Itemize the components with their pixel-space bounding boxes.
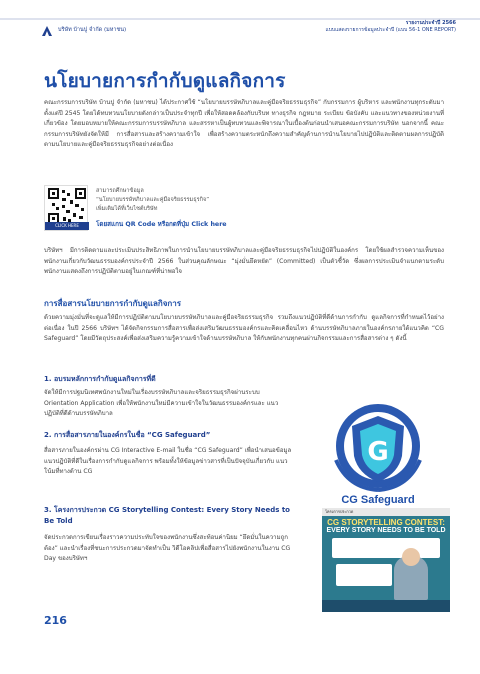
storytelling-poster [322,508,450,612]
report-title-line2: แบบแสดงรายการข้อมูลประจำปี (แบบ 56-1 ONE REPORT) [325,26,456,33]
poster-footer [322,600,450,612]
company-name: บริษัท บ้านปู จำกัด (มหาชน) [58,27,127,33]
banpu-logo-icon [40,24,54,38]
poster-subheadline: EVERY STORY NEEDS TO BE TOLD [326,527,446,534]
cg-safeguard-logo [328,398,428,494]
section-heading-communication: การสื่อสารนโยบายการกำกับดูแลกิจการ [44,299,182,308]
poster-text-box [332,538,440,558]
svg-text:G: G [367,437,389,467]
item1-body: จัดให้มีการปฐมนิเทศพนักงานใหม่ในเรื่องบรรษัทภิบาลและจริยธรรมธุรกิจผ่านระบบ Orientation Application เพื่อให้พนักงานใหม่มีความเข้าใจในวัฒนธรรมองค์กรและ แนวปฏิบัติที่ดีด้านบรรษัทภิบาล [44,389,279,418]
qr-line3: เพิ่มเติมได้ที่เว็บไซต์บริษัท [96,206,158,212]
qr-line1: สามารถศึกษาข้อมูล [96,188,144,194]
report-title [326,20,456,33]
page-header [0,0,480,50]
item3-body: จัดประกวดการเขียนเรื่องราวความประทับใจของพนักงานซึ่งสะท้อนค่านิยม “ยึดมั่นในความถูกต้อง” และนำเรื่องที่ชนะการประกวดมาจัดทำเป็น วิดีโอคลิปเพื่อสื่อสารไปยังพนักงานในงาน CG Day ของบริษัทฯ [44,534,291,563]
intro-paragraph: คณะกรรมการบริษัท บ้านปู จำกัด (มหาชน) ได้ประกาศใช้ “นโยบายบรรษัทภิบาลและคู่มือจริยธรรมธุรกิจ” กับกรรมการ ผู้บริหาร และพนักงานทุกระดับมาตั้งแต่ปี 2545 โดยได้ทบทวนนโยบายดังกล่าวเป็นประจำทุกปี เพื่อให้สอดคล้องกับบริบท ทางธุรกิจ กฎหมาย ระเบียบ ข้อบังคับ และแนวทางของหน่วยงานที่เกี่ยวข้อง โดยมอบหมายให้คณะกรรมการบรรษัทภิบาล และสรรหาเป็นผู้ทบทวนและพิจารณาในเบื้องต้นก่อนนำเสนอคณะกรรมการบริษัท นอกจากนี้ คณะกรรมการบริษัทยังจัดให้มี การสื่อสารและสร้างความเข้าใจ เพื่อสร้างความตระหนักถึงความสำคัญด้านการนำนโยบายไปปฏิบัติและติดตามผลการปฏิบัติ ตามนโยบายและคู่มือจริยธรรมธุรกิจอย่างต่อเนื่อง [44,99,444,149]
report-title-line1: รายงานประจำปี 2566 [405,20,456,26]
evaluation-paragraph: บริษัทฯ มีการติดตามและประเมินประสิทธิภาพในการนำนโยบายบรรษัทภิบาลและคู่มือจริยธรรมธุรกิจไปปฏิบัติในองค์กร โดยใช้ผลสำรวจความเห็นของพนักงานเกี่ยวกับวัฒนธรรมองค์กรประจำปี 2566 ในส่วนคุณลักษณะ “มุ่งมั่นยึดหยัด” (Committed) เป็นตัวชี้วัด ซึ่งผลการประเมินจำแนกตามระดับพนักงานแสดงถึงการปฏิบัติตามอยู่ในเกณฑ์ที่น่าพอใจ [44,247,444,276]
page-number: 216 [44,614,67,627]
qr-link-text[interactable]: โดยสแกน QR Code หรือกดที่ปุ่ม Click here [96,221,227,228]
qr-description [96,187,209,214]
poster-info-box [336,564,392,586]
poster-person-head [402,548,420,566]
poster-headline: CG STORYTELLING CONTEST: [327,518,445,527]
communication-paragraph: ด้วยความมุ่งมั่นที่จะดูแลให้มีการปฏิบัติตามนโยบายบรรษัทภิบาลและคู่มือจริยธรรมธุรกิจ รวมถึงแนวปฏิบัติที่ดีด้านการกำกับ ดูแลกิจการที่กำหนดไว้อย่างต่อเนื่อง ในปี 2566 บริษัทฯ ได้จัดกิจกรรมการสื่อสารเพื่อส่งเสริมวัฒนธรรมองค์กรและคิดเคลื่อนไหว ด้านบรรษัทภิบาลภายในองค์กรภายใต้แนวคิด “CG Safeguard” โดยมีวัตถุประสงค์เพื่อส่งเสริมความรู้ความเข้าใจด้านบรรษัทภิบาล ให้กับพนักงานทุกคนผ่านกิจกรรมและการสื่อสารต่าง ๆ ดังนี้ [44,314,444,343]
poster-top-label: โครงการประกวด [322,508,450,516]
qr-line2: “นโยบายบรรษัทภิบาลและคู่มือจริยธรรมธุรกิจ” [96,197,210,203]
item1-heading: 1. อบรมหลักการกำกับดูแลกิจการที่ดี [44,375,156,383]
click-here-button[interactable]: CLICK HERE [45,222,89,230]
qr-code-icon [48,188,86,224]
qr-code[interactable] [44,185,88,231]
item2-body: สื่อสารภายในองค์กรผ่าน CG Interactive E-mail ในชื่อ “CG Safeguard” เพื่อนำเสนอข้อมูล แนวปฏิบัติที่ดีในเรื่องการกำกับดูแลกิจการ พร้อมทั้งให้ข้อมูลข่าวสารที่เป็นปัจจุบันเกี่ยวกับ แนวโน้มที่ทางด้าน CG [44,447,292,476]
cg-safeguard-label: CG Safeguard [341,494,415,506]
page-title: นโยบายการกำกับดูแลกิจการ [44,70,286,92]
qr-block [44,185,444,237]
item2-heading: 2. การสื่อสารภายในองค์กรในชื่อ “CG Safeguard” [44,431,211,439]
item3-heading: 3. โครงการประกวด CG Storytelling Contest: Every Story Needs to Be Told [44,506,290,525]
